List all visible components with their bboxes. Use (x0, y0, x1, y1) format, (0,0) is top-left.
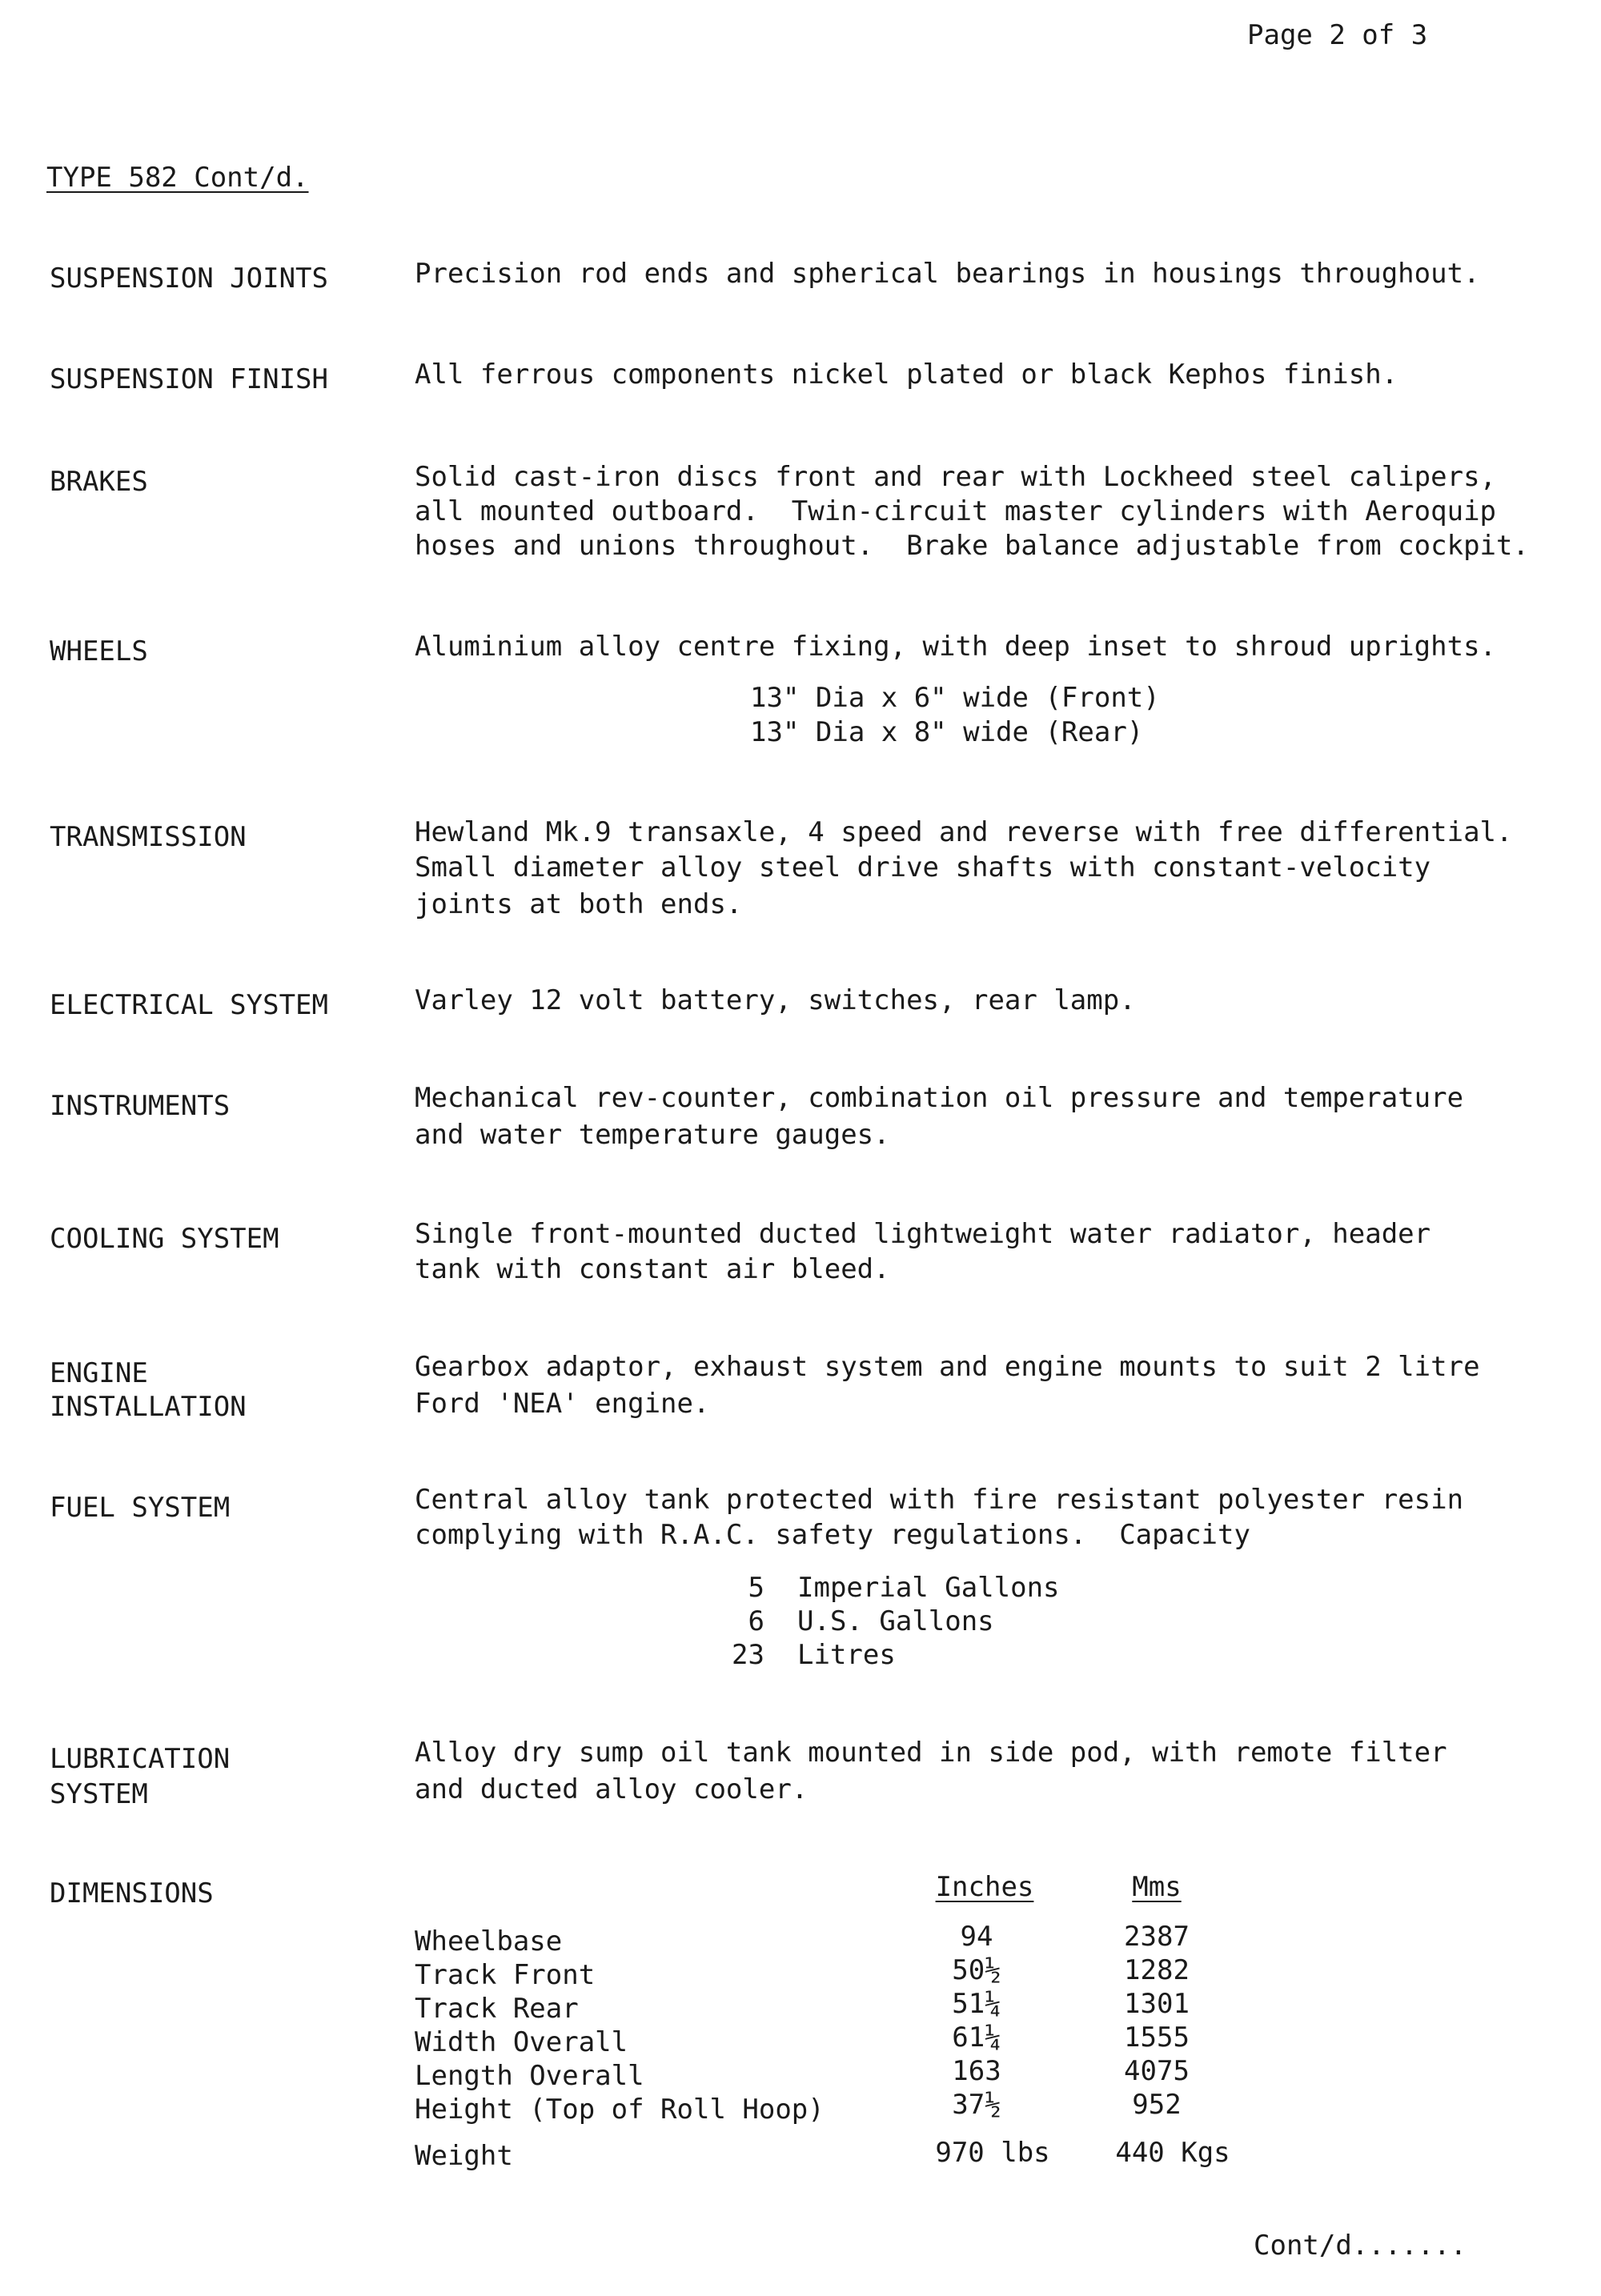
section-label-lubrication-system: LUBRICATION (50, 1743, 231, 1775)
section-text-engine-installation-line: Ford 'NEA' engine. (415, 1388, 710, 1420)
dimension-row-inches: 51¼ (952, 1988, 1001, 2020)
fuel-capacity-qty: 23 (732, 1639, 764, 1671)
dimension-row-inches: 50½ (952, 1954, 1001, 1986)
section-text-brakes-line: Solid cast-iron discs front and rear with Lockheed steel calipers, (415, 461, 1497, 493)
fuel-capacity-unit: Imperial Gallons (797, 1572, 1060, 1604)
dimension-row-name: Length Overall (415, 2060, 644, 2092)
wheel-size-rear: 13" Dia x 8" wide (Rear) (750, 716, 1144, 748)
section-text-instruments-line: and water temperature gauges. (415, 1119, 890, 1151)
section-text-transmission-line: joints at both ends. (415, 888, 743, 920)
section-text-fuel-line: complying with R.A.C. safety regulations. Capacity (415, 1519, 1250, 1551)
dimension-row-mms: 1301 (1124, 1988, 1190, 2020)
fuel-capacity-qty: 6 (748, 1605, 764, 1637)
fuel-capacity-unit: Litres (797, 1639, 896, 1671)
dimension-row-mms: 1282 (1124, 1954, 1190, 1986)
wheel-size-front: 13" Dia x 6" wide (Front) (750, 682, 1160, 714)
dimension-row-name: Width Overall (415, 2026, 628, 2058)
section-text-cooling-line: tank with constant air bleed. (415, 1253, 890, 1285)
weight-label: Weight (415, 2140, 513, 2172)
dimension-row-inches: 94 (960, 1921, 993, 1953)
document-title: TYPE 582 Cont/d. (46, 162, 309, 194)
dimension-row-name: Wheelbase (415, 1925, 563, 1957)
section-text-wheels: Aluminium alloy centre fixing, with deep inset to shroud uprights. (415, 631, 1497, 663)
dimension-row-inches: 163 (952, 2055, 1001, 2087)
section-label-engine-installation: INSTALLATION (50, 1391, 247, 1423)
section-text-suspension-joints: Precision rod ends and spherical bearings in housings throughout. (415, 258, 1480, 290)
dimension-row-mms: 4075 (1124, 2055, 1190, 2087)
section-label-electrical-system: ELECTRICAL SYSTEM (50, 989, 328, 1021)
dimension-row-name: Track Front (415, 1959, 596, 1991)
dimension-row-inches: 37½ (952, 2089, 1001, 2121)
section-label-fuel-system: FUEL SYSTEM (50, 1492, 231, 1524)
section-label-brakes: BRAKES (50, 466, 148, 498)
dimension-row-name: Height (Top of Roll Hoop) (415, 2094, 825, 2126)
section-text-transmission-line: Small diameter alloy steel drive shafts with constant-velocity (415, 851, 1431, 884)
continued-footer: Cont/d....... (1254, 2230, 1467, 2262)
page-indicator: Page 2 of 3 (1247, 19, 1428, 51)
section-label-instruments: INSTRUMENTS (50, 1090, 231, 1122)
section-label-engine-installation: ENGINE (50, 1357, 148, 1389)
weight-kgs: 440 Kgs (1115, 2137, 1230, 2169)
section-text-electrical-system: Varley 12 volt battery, switches, rear lamp. (415, 984, 1136, 1016)
fuel-capacity-qty: 5 (748, 1572, 764, 1604)
section-text-instruments-line: Mechanical rev-counter, combination oil pressure and temperature (415, 1082, 1464, 1114)
section-text-lubrication-line: Alloy dry sump oil tank mounted in side pod, with remote filter (415, 1737, 1447, 1769)
section-text-lubrication-line: and ducted alloy cooler. (415, 1773, 809, 1805)
dimension-row-mms: 1555 (1124, 2022, 1190, 2054)
section-text-transmission-line: Hewland Mk.9 transaxle, 4 speed and reverse with free differential. (415, 816, 1513, 848)
section-text-cooling-line: Single front-mounted ducted lightweight water radiator, header (415, 1218, 1431, 1250)
dimension-row-mms: 952 (1132, 2089, 1182, 2121)
section-text-brakes-line: all mounted outboard. Twin-circuit master cylinders with Aeroquip (415, 495, 1497, 527)
dimension-row-name: Track Rear (415, 1993, 579, 2025)
fuel-capacity-unit: U.S. Gallons (797, 1605, 994, 1637)
dimension-row-mms: 2387 (1124, 1921, 1190, 1953)
section-text-suspension-finish: All ferrous components nickel plated or black Kephos finish. (415, 359, 1398, 391)
dimensions-column-header: Mms (1132, 1871, 1182, 1903)
section-text-engine-installation-line: Gearbox adaptor, exhaust system and engine mounts to suit 2 litre (415, 1351, 1480, 1383)
section-label-lubrication-system: SYSTEM (50, 1778, 148, 1810)
section-label-wheels: WHEELS (50, 635, 148, 667)
section-label-suspension-joints: SUSPENSION JOINTS (50, 262, 328, 295)
dimension-row-inches: 61¼ (952, 2022, 1001, 2054)
section-label-suspension-finish: SUSPENSION FINISH (50, 363, 328, 395)
section-text-fuel-line: Central alloy tank protected with fire resistant polyester resin (415, 1484, 1464, 1516)
section-label-transmission: TRANSMISSION (50, 821, 247, 853)
dimensions-column-header: Inches (935, 1871, 1034, 1903)
section-label-cooling-system: COOLING SYSTEM (50, 1223, 279, 1255)
weight-lbs: 970 lbs (935, 2137, 1050, 2169)
section-label-dimensions: DIMENSIONS (50, 1877, 214, 1909)
section-text-brakes-line: hoses and unions throughout. Brake balance adjustable from cockpit. (415, 530, 1529, 562)
